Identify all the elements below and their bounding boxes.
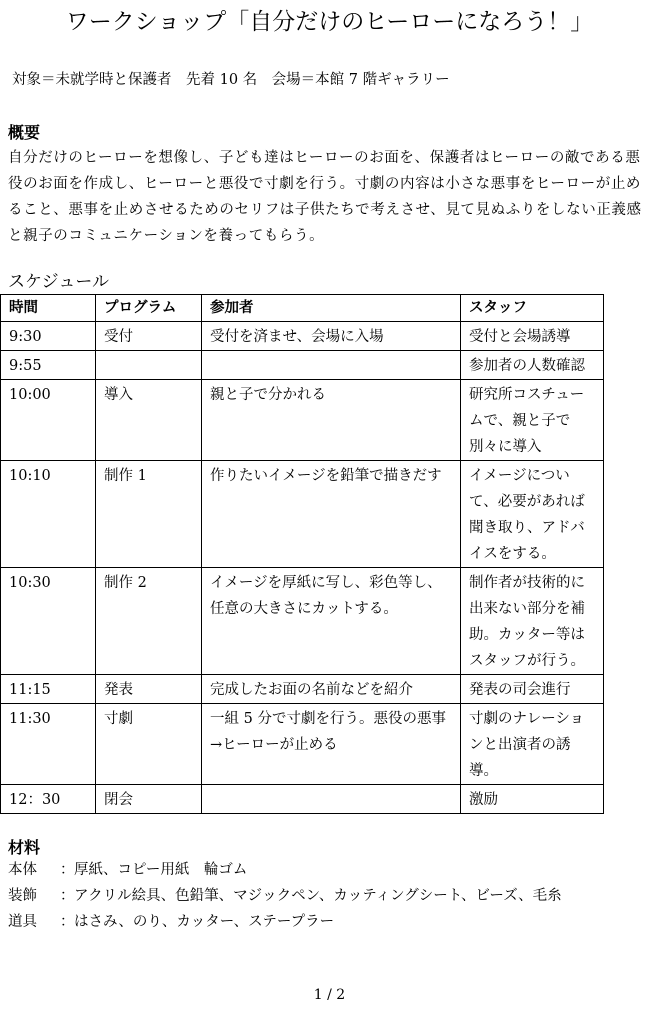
schedule-row xyxy=(1,785,604,814)
schedule-heading: スケジュール xyxy=(8,272,109,292)
cell-time: 10:10 xyxy=(1,461,96,568)
header-participants: 参加者 xyxy=(202,295,461,322)
header-time: 時間 xyxy=(1,295,96,322)
cell-participants: 完成したお面の名前などを紹介 xyxy=(202,675,461,704)
cell-participants: 受付を済ませ、会場に入場 xyxy=(202,322,461,351)
schedule-row xyxy=(1,704,604,785)
materials-list xyxy=(8,857,562,935)
cell-time: 11:15 xyxy=(1,675,96,704)
schedule-row xyxy=(1,351,604,380)
document-title: ワークショップ「自分だけのヒーローになろう！」 xyxy=(65,9,594,35)
cell-participants: イメージを厚紙に写し、彩色等し、任意の大きさにカットする。 xyxy=(202,568,461,675)
cell-time: 9:55 xyxy=(1,351,96,380)
cell-time: 10:00 xyxy=(1,380,96,461)
materials-item xyxy=(8,857,562,883)
materials-item xyxy=(8,909,562,935)
cell-participants: 作りたいイメージを鉛筆で描きだす xyxy=(202,461,461,568)
cell-staff: 激励 xyxy=(461,785,604,814)
cell-time: 11:30 xyxy=(1,704,96,785)
cell-program: 閉会 xyxy=(96,785,202,814)
cell-participants: 親と子で分かれる xyxy=(202,380,461,461)
page-number: 1 / 2 xyxy=(313,987,346,1003)
materials-separator: ： xyxy=(60,914,75,930)
header-program: プログラム xyxy=(96,295,202,322)
materials-heading: 材料 xyxy=(8,838,41,857)
materials-separator: ： xyxy=(60,862,75,878)
materials-value: アクリル絵具、色鉛筆、マジックペン、カッティングシート、ビーズ、毛糸 xyxy=(74,888,562,904)
overview-heading: 概要 xyxy=(8,123,41,142)
overview-body: 自分だけのヒーローを想像し、子ども達はヒーローのお面を、保護者はヒーローの敵である悪役のお面を作成し、ヒーローと悪役で寸劇を行う。寸劇の内容は小さな悪事をヒーローが止めること、悪事を止めさせるためのセリフは子供たちで考えさせ、見て見ぬふりをしない正義感と親子のコミュニケーションを養ってもらう。 xyxy=(8,150,642,244)
cell-program: 受付 xyxy=(96,322,202,351)
cell-time: 10:30 xyxy=(1,568,96,675)
cell-program: 制作 1 xyxy=(96,461,202,568)
schedule-row xyxy=(1,322,604,351)
cell-time: 9:30 xyxy=(1,322,96,351)
cell-participants: 一組 5 分で寸劇を行う。悪役の悪事→ヒーローが止める xyxy=(202,704,461,785)
materials-item xyxy=(8,883,562,909)
materials-value: 厚紙、コピー用紙 輪ゴム xyxy=(74,862,248,878)
target-venue-line: 対象＝未就学時と保護者 先着 10 名 会場＝本館 7 階ギャラリー xyxy=(12,72,450,88)
schedule-table xyxy=(0,294,604,814)
cell-participants xyxy=(202,785,461,814)
materials-label: 装飾 xyxy=(8,888,37,904)
cell-program: 寸劇 xyxy=(96,704,202,785)
cell-program: 導入 xyxy=(96,380,202,461)
cell-program: 発表 xyxy=(96,675,202,704)
cell-time: 12：30 xyxy=(1,785,96,814)
materials-label: 道具 xyxy=(8,914,37,930)
header-staff: スタッフ xyxy=(461,295,604,322)
cell-program: 制作 2 xyxy=(96,568,202,675)
schedule-row xyxy=(1,568,604,675)
schedule-row xyxy=(1,461,604,568)
cell-staff: 寸劇のナレーションと出演者の誘導。 xyxy=(461,704,604,785)
materials-separator: ： xyxy=(60,888,75,904)
cell-staff: 発表の司会進行 xyxy=(461,675,604,704)
cell-staff: 受付と会場誘導 xyxy=(461,322,604,351)
cell-staff: 参加者の人数確認 xyxy=(461,351,604,380)
cell-staff: 研究所コスチュームで、親と子で別々に導入 xyxy=(461,380,604,461)
cell-staff: イメージについて、必要があれば聞き取り、アドバイスをする。 xyxy=(461,461,604,568)
cell-program xyxy=(96,351,202,380)
materials-label: 本体 xyxy=(8,862,37,878)
cell-participants xyxy=(202,351,461,380)
cell-staff: 制作者が技術的に出来ない部分を補助。カッター等はスタッフが行う。 xyxy=(461,568,604,675)
schedule-header-row xyxy=(1,295,604,322)
materials-value: はさみ、のり、カッター、ステープラー xyxy=(74,914,335,930)
schedule-row xyxy=(1,675,604,704)
schedule-row xyxy=(1,380,604,461)
